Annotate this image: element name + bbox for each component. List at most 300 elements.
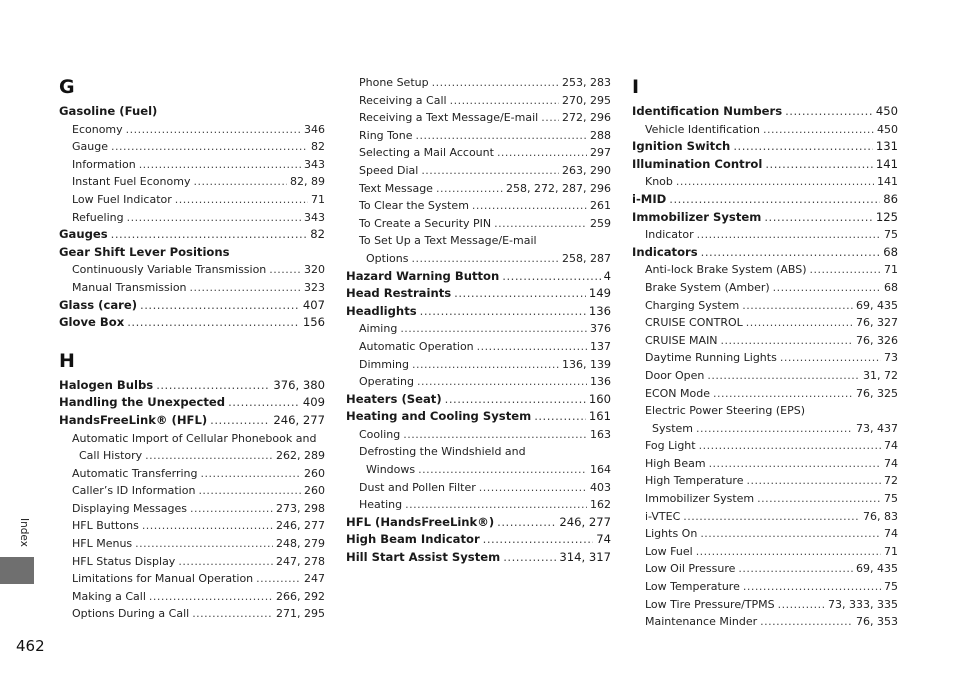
dot-leader [709,455,881,473]
dot-leader [764,209,873,227]
entry-label: Heating and Cooling System [346,409,532,424]
index-subentry[interactable] [632,437,898,455]
index-subentry[interactable] [346,197,611,215]
entry-label: Instant Fuel Economy [72,175,191,189]
entry-page-ref[interactable]: 75 [884,580,898,594]
index-subentry[interactable] [632,508,898,526]
entry-page-ref[interactable]: 260 [304,466,325,480]
entry-page-ref[interactable]: 69, 435 [856,562,898,576]
entry-label: Knob [645,175,673,189]
dot-leader [156,377,270,395]
index-subentry[interactable] [59,605,325,623]
index-subentry[interactable] [346,373,611,391]
entry-label: HandsFreeLink® (HFL) [59,412,208,427]
entry-label: Manual Transmission [72,280,187,294]
index-subentry[interactable] [346,338,611,356]
entry-page-ref[interactable]: 136 [590,375,611,389]
dot-leader [190,500,273,518]
index-entry[interactable] [346,531,611,549]
entry-page-ref[interactable]: 262, 289 [276,449,325,463]
entry-page-ref[interactable]: 74 [884,439,898,453]
entry-page-ref[interactable]: 136, 139 [562,357,611,371]
dot-leader [436,180,503,198]
entry-page-ref[interactable]: 248, 279 [276,537,325,551]
index-entry[interactable] [632,191,898,209]
dot-leader [411,250,559,268]
dot-leader [503,549,556,567]
index-subentry[interactable] [346,92,611,110]
entry-label: Making a Call [72,589,146,603]
index-side-tab[interactable] [0,557,34,584]
entry-page-ref[interactable]: 376, 380 [273,377,325,392]
entry-page-ref[interactable]: 71 [884,263,898,277]
index-entry[interactable] [632,103,898,121]
dot-leader [780,349,881,367]
dot-leader [420,303,586,321]
dot-leader [669,191,880,209]
entry-page-ref[interactable]: 246, 277 [276,519,325,533]
dot-leader [193,173,287,191]
dot-leader [757,490,881,508]
dot-leader [412,356,559,374]
entry-page-ref[interactable]: 73, 333, 335 [828,597,898,611]
index-entry[interactable] [632,244,898,262]
dot-leader [269,261,301,279]
index-entry [59,103,325,121]
dot-leader [149,588,273,606]
entry-label: Heaters (Seat) [346,391,442,406]
index-subentry[interactable] [59,553,325,571]
entry-label: Dimming [359,357,409,371]
dot-leader [541,109,559,127]
index-subentry[interactable] [632,525,898,543]
index-entry[interactable] [59,394,325,412]
entry-page-ref[interactable]: 76, 327 [856,316,898,330]
entry-page-ref[interactable]: 247, 278 [276,554,325,568]
entry-page-ref[interactable]: 86 [883,191,898,206]
entry-label: Indicators [632,244,698,259]
index-subentry[interactable] [59,156,325,174]
index-subentry[interactable] [632,349,898,367]
dot-leader [785,103,873,121]
index-subentry[interactable] [59,209,325,227]
index-column-1 [59,74,325,623]
index-subentry[interactable] [632,578,898,596]
dot-leader [746,314,853,332]
entry-label: Information [72,157,136,171]
entry-label: CRUISE MAIN [645,333,718,347]
entry-page-ref[interactable]: 73, 437 [856,421,898,435]
entry-page-ref[interactable]: 323 [304,280,325,294]
index-subentry[interactable] [346,356,611,374]
section-letter: G [59,76,75,98]
entry-page-ref[interactable]: 75 [884,228,898,242]
index-subentry[interactable] [59,261,325,279]
entry-label: Low Fuel [645,544,693,558]
entry-label: Limitations for Manual Operation [72,572,254,586]
entry-page-ref[interactable]: 258, 272, 287, 296 [506,181,611,195]
entry-label: Low Tire Pressure/TPMS [645,597,775,611]
index-entry[interactable] [59,226,325,244]
entry-label: Vehicle Identification [645,122,760,136]
entry-label: Gasoline (Fuel) [59,104,158,118]
index-subentry[interactable] [346,320,611,338]
index-subentry[interactable] [632,297,898,315]
dot-leader [127,314,300,332]
index-entry[interactable] [632,138,898,156]
entry-page-ref[interactable]: 253, 283 [562,76,611,89]
entry-page-ref[interactable]: 163 [590,427,611,441]
entry-page-ref[interactable]: 76, 326 [856,333,898,347]
entry-label: Options During a Call [72,607,190,621]
index-entry[interactable] [632,209,898,227]
entry-label: Identification Numbers [632,104,783,118]
dot-leader [190,279,301,297]
entry-label: Anti-lock Brake System (ABS) [645,263,807,277]
index-subentry[interactable] [346,144,611,162]
entry-page-ref[interactable]: 247 [304,572,325,586]
dot-leader [778,596,825,614]
index-subentry[interactable] [632,173,898,191]
index-subentry[interactable] [632,279,898,297]
index-entry[interactable] [346,268,611,286]
index-subentry[interactable] [59,191,325,209]
index-subentry[interactable] [632,490,898,508]
index-subentry[interactable] [346,162,611,180]
index-subentry[interactable] [59,173,325,191]
entry-label: HFL Status Display [72,554,176,568]
entry-page-ref[interactable]: 246, 277 [273,412,325,427]
entry-page-ref[interactable]: 403 [590,480,611,494]
index-subentry[interactable] [59,482,325,500]
entry-label: Defrosting the Windshield and [359,445,526,459]
index-subentry[interactable] [632,385,898,403]
dot-leader [742,297,853,315]
index-subentry[interactable] [59,500,325,518]
index-subentry[interactable] [346,127,611,145]
dot-leader [127,209,301,227]
entry-page-ref[interactable]: 76, 325 [856,386,898,400]
entry-label: Call History [79,449,143,463]
dot-leader [210,412,270,430]
entry-page-ref[interactable]: 74 [596,532,611,547]
dot-leader [415,127,587,145]
index-subentry[interactable] [632,472,898,490]
index-subentry[interactable] [632,543,898,561]
index-subentry[interactable] [346,109,611,127]
dot-leader [450,92,559,110]
entry-page-ref[interactable]: 141 [877,175,898,189]
index-entry[interactable] [346,303,611,321]
index-subentry[interactable] [632,367,898,385]
entry-label: i-MID [632,191,667,206]
entry-label: Lights On [645,527,698,541]
dot-leader [432,74,559,92]
index-subentry[interactable] [59,138,325,156]
index-subentry[interactable] [346,496,611,514]
entry-label: Automatic Transferring [72,466,198,480]
dot-leader [765,156,873,174]
entry-label: Electric Power Steering (EPS) [645,404,806,418]
index-subentry[interactable] [632,314,898,332]
entry-label: Continuously Variable Transmission [72,263,267,277]
dot-leader [700,525,881,543]
entry-label: CRUISE CONTROL [645,316,743,330]
entry-label: Gear Shift Lever Positions [59,244,230,259]
dot-leader [696,543,881,561]
index-subentry[interactable] [632,332,898,350]
entry-label: Text Message [359,181,433,195]
entry-page-ref[interactable]: 270, 295 [562,93,611,107]
entry-label: HFL (HandsFreeLink®) [346,514,495,529]
entry-label: Refueling [72,210,124,224]
entry-page-ref[interactable]: 162 [590,498,611,512]
entry-label: Head Restraints [346,286,452,301]
entry-page-ref[interactable]: 136 [588,303,611,318]
entry-label: i-VTEC [645,509,681,523]
dot-leader [417,373,587,391]
entry-label: Receiving a Text Message/E-mail [359,111,539,125]
entry-label: HFL Menus [72,537,133,551]
entry-page-ref[interactable]: 273, 298 [276,501,325,515]
dot-leader [707,367,860,385]
index-subentry[interactable] [632,121,898,139]
entry-page-ref[interactable]: 272, 296 [562,111,611,125]
index-subentry[interactable] [632,560,898,578]
entry-label: Automatic Operation [359,339,474,353]
entry-label: Maintenance Minder [645,615,758,629]
entry-page-ref[interactable]: 137 [590,339,611,353]
index-entry[interactable] [346,514,611,532]
dot-leader [198,482,301,500]
dot-leader [738,560,853,578]
dot-leader [746,472,881,490]
entry-page-ref[interactable]: 343 [304,157,325,171]
index-subentry[interactable] [632,455,898,473]
dot-leader [454,285,586,303]
index-subentry[interactable] [632,596,898,614]
dot-leader [497,144,587,162]
entry-label: Selecting a Mail Account [359,146,494,160]
dot-leader [418,461,587,479]
entry-label: Economy [72,122,123,136]
entry-page-ref[interactable]: 72 [884,474,898,488]
index-subentry[interactable] [59,465,325,483]
entry-label: System [652,421,694,435]
entry-page-ref[interactable]: 75 [884,492,898,506]
entry-label: Low Oil Pressure [645,562,736,576]
entry-label: High Temperature [645,474,744,488]
index-subentry[interactable] [346,479,611,497]
dot-leader [497,514,556,532]
dot-leader [135,535,273,553]
index-subentry[interactable] [59,570,325,588]
entry-label: Headlights [346,303,417,318]
dot-leader [683,508,860,526]
index-subentry[interactable] [346,74,611,92]
index-subentry[interactable] [59,279,325,297]
entry-page-ref[interactable]: 31, 72 [863,368,898,382]
entry-page-ref[interactable]: 76, 353 [856,615,898,629]
index-column-2 [346,74,611,567]
index-subentry[interactable] [59,121,325,139]
index-entry[interactable] [59,377,325,395]
entry-page-ref[interactable]: 161 [588,409,611,424]
entry-label: Aiming [359,322,398,336]
entry-label: Low Fuel Indicator [72,192,172,206]
dot-leader [403,426,587,444]
dot-leader [699,437,881,455]
dot-leader [763,121,874,139]
entry-label: Displaying Messages [72,501,187,515]
entry-label: Brake System (Amber) [645,280,770,294]
entry-page-ref[interactable]: 164 [590,463,611,477]
dot-leader [810,261,881,279]
index-subentry[interactable] [59,517,325,535]
entry-label: To Create a Security PIN [359,216,492,230]
index-entry [59,244,325,262]
entry-label: Ignition Switch [632,139,731,154]
dot-leader [421,162,559,180]
entry-label: Receiving a Call [359,93,447,107]
entry-page-ref[interactable]: 71 [884,544,898,558]
dot-leader [200,465,301,483]
entry-page-ref[interactable]: 407 [302,297,325,312]
entry-page-ref[interactable]: 82, 89 [290,175,325,189]
entry-label: Operating [359,375,414,389]
dot-leader [773,279,881,297]
dot-leader [477,338,587,356]
dot-leader [743,578,881,596]
entry-label: Glass (care) [59,297,138,312]
entry-page-ref[interactable]: 288 [590,128,611,142]
index-subentry[interactable] [346,180,611,198]
entry-page-ref[interactable]: 261 [590,199,611,213]
index-subentry[interactable] [346,461,611,479]
entry-page-ref[interactable]: 346 [304,122,325,136]
index-subentry[interactable] [632,420,898,438]
dot-leader [175,191,308,209]
entry-page-ref[interactable]: 73 [884,351,898,365]
entry-page-ref[interactable]: 68 [884,280,898,294]
entry-page-ref[interactable]: 71 [311,192,325,206]
entry-label: Daytime Running Lights [645,351,777,365]
dot-leader [697,226,881,244]
index-subentry[interactable] [346,250,611,268]
dot-leader [483,531,594,549]
dot-leader [713,385,853,403]
entry-page-ref[interactable]: 74 [884,527,898,541]
entry-label: Hill Start Assist System [346,550,501,565]
entry-page-ref[interactable]: 149 [588,286,611,301]
index-entry[interactable] [346,391,611,409]
entry-label: Handling the Unexpected [59,395,226,410]
entry-label: Illumination Control [632,156,763,171]
entry-label: High Beam [645,456,706,470]
entry-page-ref[interactable]: 259 [590,216,611,230]
entry-label: Heating [359,498,403,512]
entry-label: Door Open [645,368,705,382]
dot-leader [494,215,587,233]
entry-label: Gauge [72,140,108,154]
entry-label: To Set Up a Text Message/E-mail [359,234,537,248]
entry-page-ref[interactable]: 69, 435 [856,298,898,312]
entry-label: ECON Mode [645,386,710,400]
entry-page-ref[interactable]: 258, 287 [562,251,611,265]
entry-page-ref[interactable]: 297 [590,146,611,160]
entry-page-ref[interactable]: 376 [590,322,611,336]
entry-label: Gauges [59,227,108,242]
dot-leader [502,268,600,286]
entry-page-ref[interactable]: 409 [302,395,325,410]
entry-page-ref[interactable]: 131 [875,139,898,154]
entry-label: Options [366,251,409,265]
entry-page-ref[interactable]: 314, 317 [559,550,611,565]
dot-leader [111,226,308,244]
entry-page-ref[interactable]: 450 [877,122,898,136]
entry-page-ref[interactable]: 156 [302,315,325,330]
entry-page-ref[interactable]: 4 [603,268,611,283]
index-entry[interactable] [59,314,325,332]
entry-page-ref[interactable]: 246, 277 [559,514,611,529]
entry-label: HFL Buttons [72,519,139,533]
entry-page-ref[interactable]: 82 [310,227,325,242]
entry-page-ref[interactable]: 141 [875,156,898,171]
entry-page-ref[interactable]: 320 [304,263,325,277]
entry-page-ref[interactable]: 82 [311,140,325,154]
index-subentry [632,402,898,420]
index-subentry[interactable] [632,613,898,631]
index-entry[interactable] [346,285,611,303]
dot-leader [701,244,881,262]
entry-label: Phone Setup [359,76,429,89]
entry-page-ref[interactable]: 74 [884,456,898,470]
entry-page-ref[interactable]: 76, 83 [863,509,898,523]
section-letter: I [632,76,640,98]
section-letter: H [59,349,75,372]
index-subentry[interactable] [632,226,898,244]
index-subentry[interactable] [59,588,325,606]
page-number: 462 [16,637,45,655]
dot-leader [111,138,308,156]
index-subentry[interactable] [59,535,325,553]
entry-page-ref[interactable]: 160 [588,391,611,406]
dot-leader [140,297,300,315]
entry-page-ref[interactable]: 266, 292 [276,589,325,603]
entry-page-ref[interactable]: 450 [875,104,898,118]
index-entry[interactable] [346,408,611,426]
entry-page-ref[interactable]: 68 [883,244,898,259]
index-subentry[interactable] [346,215,611,233]
entry-page-ref[interactable]: 343 [304,210,325,224]
entry-page-ref[interactable]: 271, 295 [276,607,325,621]
dot-leader [733,138,873,156]
index-subentry[interactable] [59,447,325,465]
dot-leader [696,420,853,438]
dot-leader [400,320,587,338]
entry-label: Immobilizer System [632,209,762,224]
index-entry[interactable] [59,297,325,315]
index-subentry[interactable] [346,426,611,444]
index-column-3 [632,74,898,631]
index-subentry[interactable] [632,261,898,279]
index-entry[interactable] [346,549,611,567]
entry-page-ref[interactable]: 125 [875,209,898,224]
entry-page-ref[interactable]: 260 [304,484,325,498]
index-entry[interactable] [59,412,325,430]
entry-page-ref[interactable]: 263, 290 [562,163,611,177]
index-entry[interactable] [632,156,898,174]
